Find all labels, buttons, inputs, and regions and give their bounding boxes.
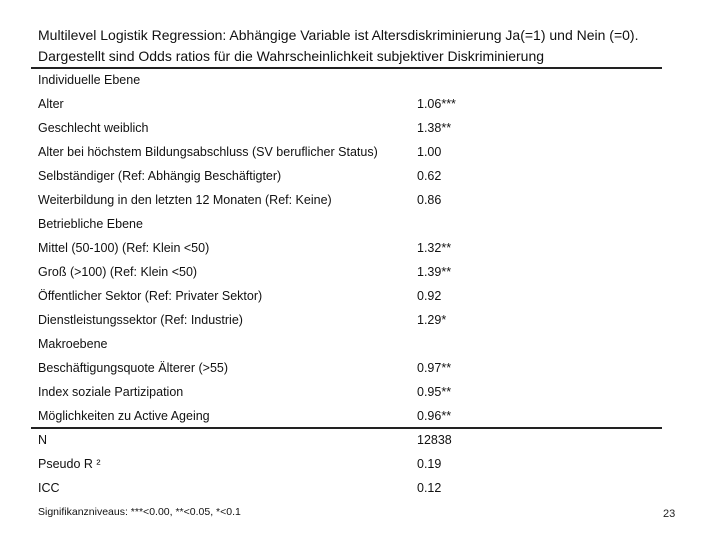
row-label: Groß (>100) (Ref: Klein <50) <box>38 265 198 279</box>
section-label: Individuelle Ebene <box>38 73 141 87</box>
row-value: 1.32** <box>417 241 452 255</box>
row-value: 1.00 <box>417 145 442 159</box>
row-label: Mittel (50-100) (Ref: Klein <50) <box>38 241 210 255</box>
row-label: Möglichkeiten zu Active Ageing <box>38 409 210 423</box>
row-label: Selbständiger (Ref: Abhängig Beschäftigter) <box>38 169 282 183</box>
row-value: 0.95** <box>417 385 452 399</box>
row-value: 1.29* <box>417 313 447 327</box>
row-value: 0.96** <box>417 409 452 423</box>
row-value: 0.19 <box>417 457 442 471</box>
row-value: 0.62 <box>417 169 442 183</box>
row-value: 1.39** <box>417 265 452 279</box>
table-row <box>38 428 662 452</box>
table-row <box>38 380 662 404</box>
row-label: Öffentlicher Sektor (Ref: Privater Sektor) <box>38 289 263 303</box>
row-label: Pseudo R ² <box>38 457 101 471</box>
section-company <box>38 212 662 236</box>
row-value: 0.12 <box>417 481 442 495</box>
table-row <box>38 188 662 212</box>
row-label: ICC <box>38 481 60 495</box>
section-label: Makroebene <box>38 337 108 351</box>
row-value: 12838 <box>417 433 452 447</box>
row-value: 0.86 <box>417 193 442 207</box>
section-individual <box>38 68 662 92</box>
row-label: Alter <box>38 97 64 111</box>
row-label: Geschlecht weiblich <box>38 121 149 135</box>
table-row <box>38 236 662 260</box>
page-number: 23 <box>663 508 676 520</box>
row-label: Dienstleistungssektor (Ref: Industrie) <box>38 313 243 327</box>
table-row <box>38 356 662 380</box>
row-value: 0.92 <box>417 289 442 303</box>
table-row <box>38 260 662 284</box>
significance-footnote: Signifikanzniveaus: ***<0.00, **<0.05, *<0.1 <box>38 506 241 518</box>
row-value: 1.06*** <box>417 97 456 111</box>
row-label: Beschäftigungsquote Älterer (>55) <box>38 361 229 375</box>
table-row <box>38 476 662 500</box>
row-label: N <box>38 433 48 447</box>
section-macro <box>38 332 662 356</box>
table-row <box>38 92 662 116</box>
section-label: Betriebliche Ebene <box>38 217 143 231</box>
row-value: 1.38** <box>417 121 452 135</box>
row-value: 0.97** <box>417 361 452 375</box>
row-label: Weiterbildung in den letzten 12 Monaten (Ref: Keine) <box>38 193 332 207</box>
table-row <box>38 140 662 164</box>
table-row <box>38 404 662 428</box>
table-title: Multilevel Logistik Regression: Abhängige Variable ist Altersdiskriminierung Ja(=1) und Nein (=0). Dargestellt sind Odds ratios für die Wahrscheinlichkeit subjektiver Diskriminierung <box>38 27 639 64</box>
table-row <box>38 284 662 308</box>
table-row <box>38 164 662 188</box>
table-row <box>38 116 662 140</box>
table-row <box>38 308 662 332</box>
table-row <box>38 452 662 476</box>
row-label: Alter bei höchstem Bildungsabschluss (SV beruflicher Status) <box>38 145 378 159</box>
row-label: Index soziale Partizipation <box>38 385 184 399</box>
